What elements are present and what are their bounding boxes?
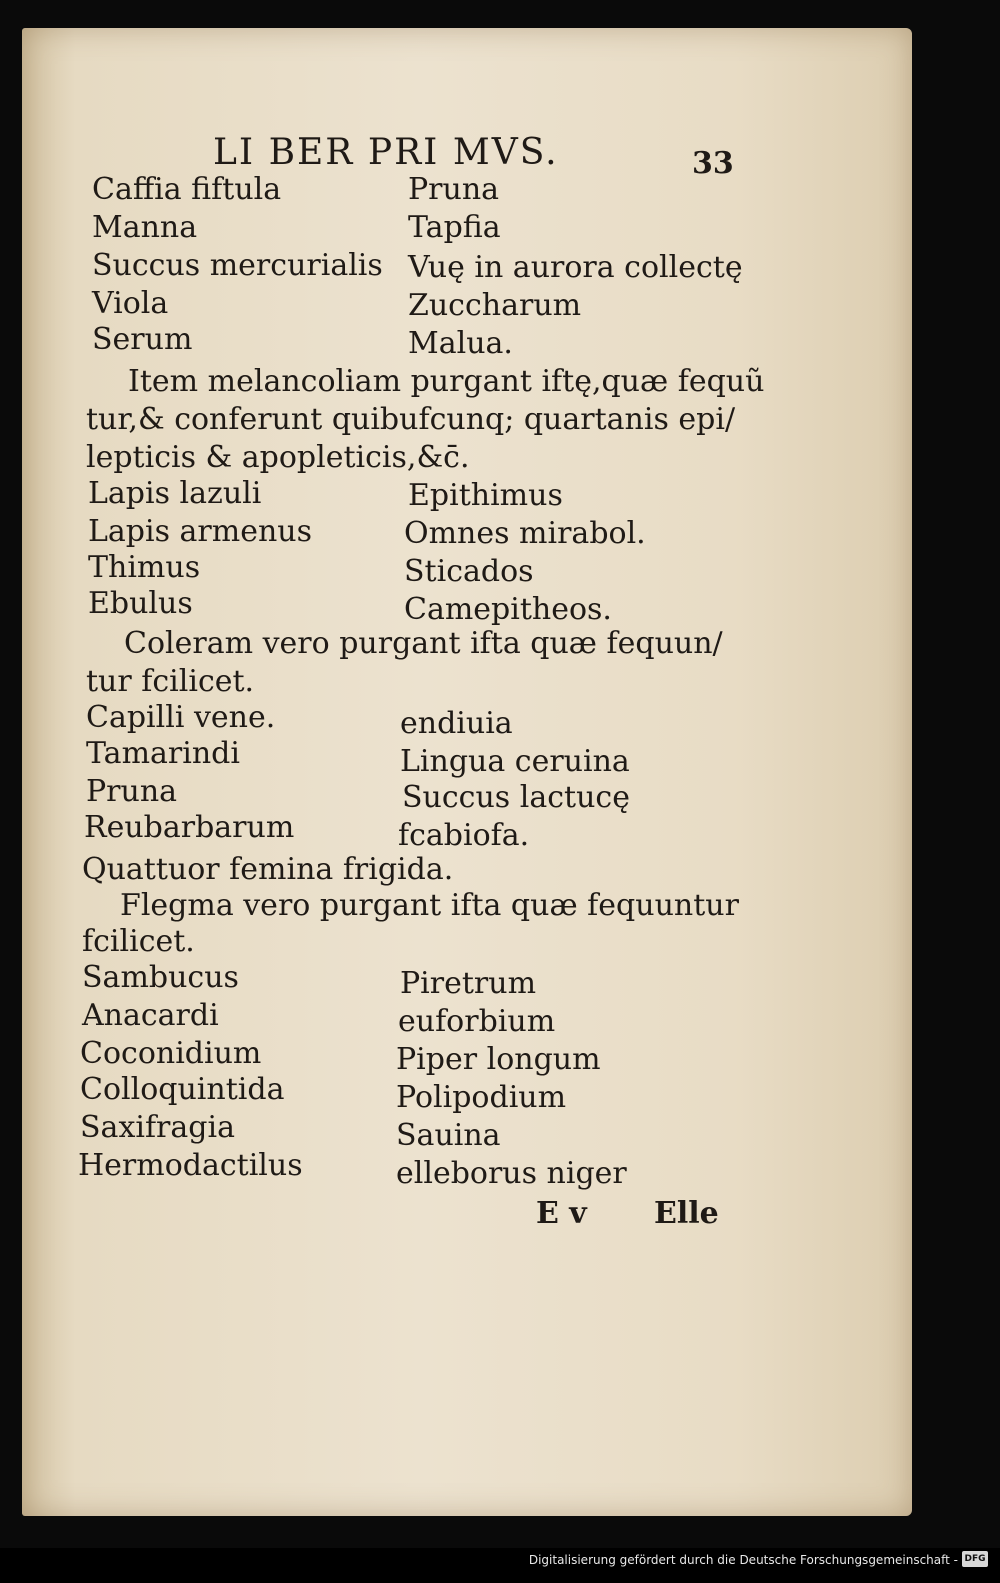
block4-right-2: Piper longum <box>396 1042 601 1077</box>
block4-right-1: euforbium <box>398 1004 556 1039</box>
block4-right-0: Piretrum <box>400 966 537 1001</box>
block1-left-0: Caffia fiftula <box>92 172 282 207</box>
block1-left-4: Serum <box>92 322 193 357</box>
block1-right-0: Pruna <box>408 172 500 207</box>
dfg-logo-icon: DFG <box>962 1551 988 1567</box>
para1-line-2: lepticis & apopleticis,&c̄. <box>86 440 470 475</box>
catchword: Elle <box>654 1196 719 1231</box>
footer-credit: Digitalisierung gefördert durch die Deutsche Forschungsgemeinschaft - <box>528 1553 958 1567</box>
block4-right-4: Sauina <box>396 1118 501 1153</box>
block3-right-1: Lingua ceruina <box>400 744 630 779</box>
quattuor-line: Quattuor femina frigida. <box>82 852 454 887</box>
block3-right-2: Succus lactucę <box>402 780 630 815</box>
block1-left-3: Viola <box>92 286 169 321</box>
block2-right-1: Omnes mirabol. <box>404 516 646 551</box>
block2-right-2: Sticados <box>404 554 534 589</box>
block4-right-5: elleborus niger <box>396 1156 627 1191</box>
block1-right-1: Tapfia <box>408 210 501 245</box>
block2-right-0: Epithimus <box>408 478 563 513</box>
block3-left-1: Tamarindi <box>86 736 240 771</box>
block1-left-2: Succus mercurialis <box>92 248 383 283</box>
block3-left-3: Reubarbarum <box>84 810 295 845</box>
running-header: LI BER PRI MVS. <box>213 132 559 173</box>
block2-left-3: Ebulus <box>88 586 193 621</box>
block3-left-2: Pruna <box>86 774 178 809</box>
block1-left-1: Manna <box>92 210 198 245</box>
block2-right-3: Camepitheos. <box>404 592 612 627</box>
para1-line-0: Item melancoliam purgant iftę,quæ fequũ <box>128 364 765 399</box>
para2-line-1: tur fcilicet. <box>86 664 255 699</box>
para3-line-0: Flegma vero purgant ifta quæ fequuntur <box>120 888 739 923</box>
page-number: 33 <box>692 146 734 181</box>
block3-right-0: endiuia <box>400 706 513 741</box>
block2-left-0: Lapis lazuli <box>88 476 262 511</box>
block1-right-4: Malua. <box>408 326 513 361</box>
block3-left-0: Capilli vene. <box>86 700 276 735</box>
block4-right-3: Polipodium <box>396 1080 567 1115</box>
para2-line-0: Coleram vero purgant ifta quæ fequun/ <box>124 626 723 661</box>
block1-right-3: Zuccharum <box>408 288 582 323</box>
block4-left-4: Saxifragia <box>80 1110 235 1145</box>
signature-mark: E v <box>536 1196 587 1231</box>
block3-right-3: fcabiofa. <box>398 818 530 853</box>
block2-left-2: Thimus <box>88 550 201 585</box>
block4-left-2: Coconidium <box>80 1036 262 1071</box>
para1-line-1: tur,& conferunt quibufcunq; quartanis epi/ <box>86 402 736 437</box>
block4-left-0: Sambucus <box>82 960 239 995</box>
block4-left-1: Anacardi <box>82 998 219 1033</box>
block2-left-1: Lapis armenus <box>88 514 313 549</box>
block4-left-3: Colloquintida <box>80 1072 285 1107</box>
para3-line-1: fcilicet. <box>82 924 195 959</box>
block1-right-2: Vuę in aurora collectę <box>408 250 743 285</box>
block4-left-5: Hermodactilus <box>78 1148 303 1183</box>
